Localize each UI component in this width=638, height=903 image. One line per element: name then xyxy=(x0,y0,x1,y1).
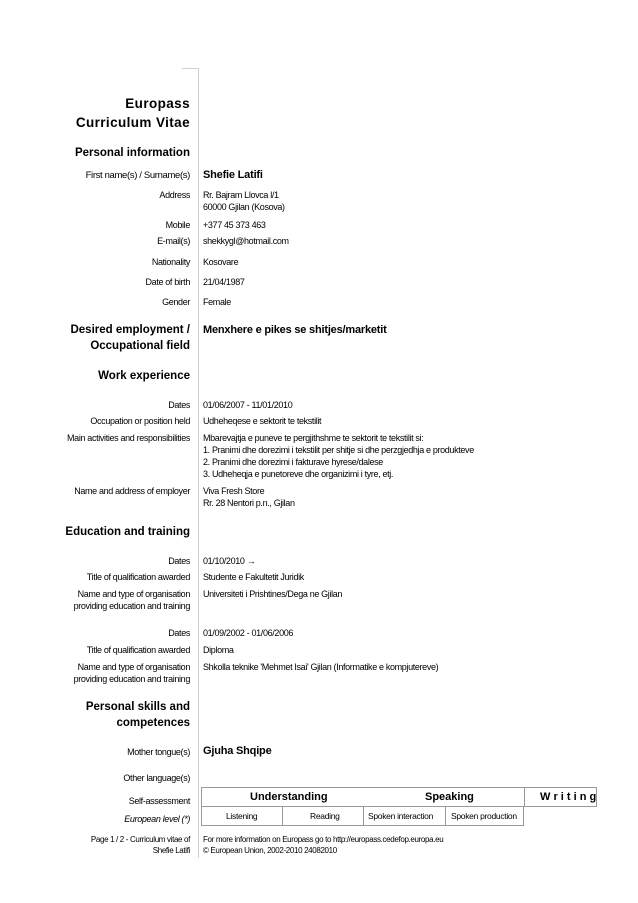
mother-tongue-value: Gjuha Shqipe xyxy=(203,745,272,757)
language-grid-header xyxy=(201,787,597,807)
email-label: E-mail(s) xyxy=(157,236,190,246)
skills-heading-line1: Personal skills and xyxy=(85,701,190,713)
edu2-title-label: Title of qualification awarded xyxy=(86,645,190,655)
nationality-value: Kosovare xyxy=(203,257,239,267)
work-dates-label: Dates xyxy=(168,400,190,410)
footer-info-line1[interactable]: For more information on Europass go to http://europass.cedefop.europa.eu xyxy=(203,835,444,844)
grid-divider xyxy=(524,788,525,806)
footer-page-line2: Shefie Latifi xyxy=(152,846,190,855)
gender-label: Gender xyxy=(162,297,190,307)
nationality-label: Nationality xyxy=(151,257,190,267)
reading-subheader: Reading xyxy=(310,811,340,821)
spoken-interaction-subheader: Spoken interaction xyxy=(368,811,434,821)
edu1-dates-label: Dates xyxy=(168,556,190,566)
european-level-label: European level (*) xyxy=(124,814,190,824)
understanding-header: Understanding xyxy=(250,791,328,803)
language-grid-subheader xyxy=(201,806,524,826)
grid-divider xyxy=(363,806,364,825)
desired-employment-label-line2: Occupational field xyxy=(90,340,190,352)
edu1-org-label-line2: providing education and training xyxy=(73,601,190,611)
self-assessment-label: Self-assessment xyxy=(128,796,190,806)
activities-line: 2. Pranimi dhe dorezimi i fakturave hyrese/dalese xyxy=(203,457,383,467)
employer-label: Name and address of employer xyxy=(74,486,190,496)
position-label: Occupation or position held xyxy=(90,416,190,426)
edu1-dates-value: 01/10/2010 → xyxy=(203,556,256,566)
education-heading: Education and training xyxy=(65,526,190,538)
address-line1: Rr. Bajram Llovca l/1 xyxy=(203,190,279,200)
email-value[interactable]: shekkygl@hotmail.com xyxy=(203,236,289,246)
cv-title: Curriculum Vitae xyxy=(75,115,190,130)
gender-value: Female xyxy=(203,297,231,307)
grid-divider xyxy=(445,806,446,825)
edu1-title-label: Title of qualification awarded xyxy=(86,572,190,582)
name-value: Shefie Latifi xyxy=(203,169,263,181)
work-experience-heading: Work experience xyxy=(98,370,190,382)
mobile-value: +377 45 373 463 xyxy=(203,220,266,230)
writing-header: W r i t i n g xyxy=(540,791,597,803)
activities-line: 3. Udheheqja e punetoreve dhe organizimi i tyre, etj. xyxy=(203,469,394,479)
mobile-label: Mobile xyxy=(165,220,190,230)
work-dates-value: 01/06/2007 - 11/01/2010 xyxy=(203,400,293,410)
footer-info-line2: © European Union, 2002-2010 24082010 xyxy=(203,846,337,855)
edu1-org-value: Universiteti i Prishtines/Dega ne Gjilan xyxy=(203,589,343,599)
activities-label: Main activities and responsibilities xyxy=(67,433,190,443)
name-label: First name(s) / Surname(s) xyxy=(85,170,190,181)
column-divider xyxy=(198,68,199,858)
address-line2: 60000 Gjilan (Kosova) xyxy=(203,202,285,212)
edu2-org-label-line2: providing education and training xyxy=(73,674,190,684)
edu2-title-value: Diploma xyxy=(203,645,234,655)
edu2-dates-value: 01/09/2002 - 01/06/2006 xyxy=(203,628,294,638)
desired-employment-value: Menxhere e pikes se shitjes/marketit xyxy=(203,324,387,336)
employer-line2: Rr. 28 Nentori p.n., Gjilan xyxy=(203,498,295,508)
footer-page-line1: Page 1 / 2 - Curriculum vitae of xyxy=(90,835,190,844)
speaking-header: Speaking xyxy=(425,791,474,803)
activities-line: Mbarevajtja e puneve te pergjithshme te sektorit te tekstilit si: xyxy=(203,433,424,443)
column-divider-tick xyxy=(182,68,199,69)
address-label: Address xyxy=(159,190,190,200)
dob-label: Date of birth xyxy=(145,277,190,287)
grid-divider xyxy=(282,806,283,825)
employer-line1: Viva Fresh Store xyxy=(203,486,265,496)
edu2-org-label-line1: Name and type of organisation xyxy=(77,662,190,672)
edu2-org-value: Shkolla teknike 'Mehmet Isai' Gjilan (Informatike e kompjutereve) xyxy=(203,662,439,672)
mother-tongue-label: Mother tongue(s) xyxy=(127,747,190,757)
personal-information-heading: Personal information xyxy=(74,147,190,159)
position-value: Udheheqese e sektorit te tekstilit xyxy=(203,416,322,426)
edu2-dates-label: Dates xyxy=(168,628,190,638)
skills-heading-line2: competences xyxy=(116,717,190,729)
edu1-title-value: Studente e Fakultetit Juridik xyxy=(203,572,304,582)
europass-title: Europass xyxy=(125,96,190,111)
desired-employment-label-line1: Desired employment / xyxy=(70,324,190,336)
activities-line: 1. Pranimi dhe dorezimi i tekstilit per shitje si dhe perzgjedhja e produkteve xyxy=(203,445,474,455)
listening-subheader: Listening xyxy=(226,811,258,821)
spoken-production-subheader: Spoken production xyxy=(451,811,517,821)
dob-value: 21/04/1987 xyxy=(203,277,245,287)
other-language-label: Other language(s) xyxy=(123,773,190,783)
edu1-org-label-line1: Name and type of organisation xyxy=(77,589,190,599)
